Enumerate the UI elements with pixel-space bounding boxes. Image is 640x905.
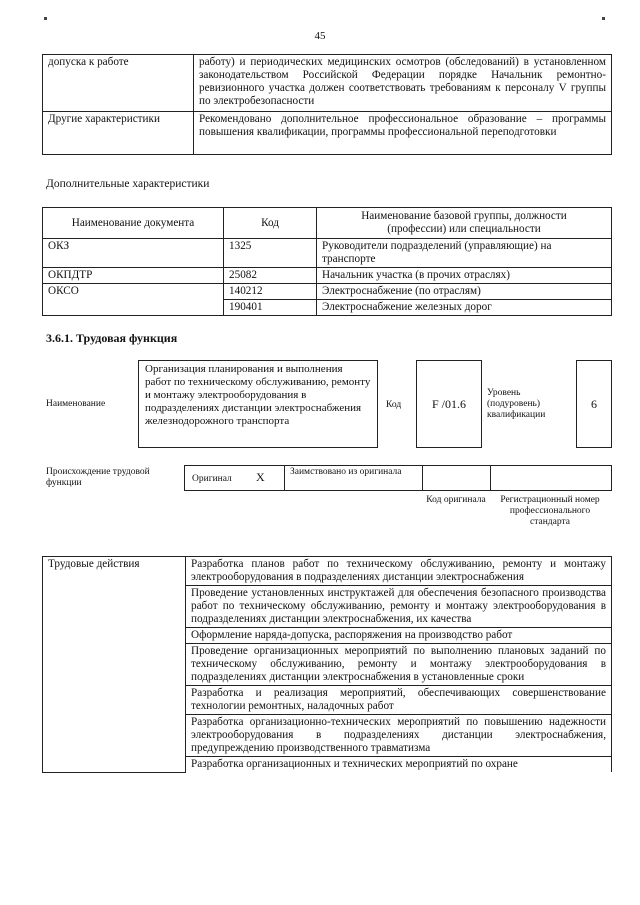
actions-label: Трудовые действия	[43, 557, 186, 773]
name-cell: Электроснабжение железных дорог	[317, 300, 612, 316]
doc-cell: ОКЗ	[43, 239, 224, 268]
table-row	[43, 284, 612, 300]
table-row	[43, 557, 612, 586]
table-row	[43, 239, 612, 268]
origin-label: Происхождение трудовой функции	[46, 467, 150, 488]
code-cell: 190401	[224, 300, 317, 316]
action-item: Разработка и реализация мероприятий, обеспечивающих совершенствование технологии ремонтных, наладочных работ	[186, 686, 612, 715]
action-item: Разработка планов работ по техническому обслуживанию, ремонту и монтажу электрооборудования в подразделениях дистанции электроснабжения	[186, 557, 612, 586]
divider	[490, 465, 491, 491]
level-box	[576, 360, 612, 448]
table-row	[43, 300, 612, 316]
original-label: Оригинал	[192, 474, 232, 484]
row-value: Рекомендовано дополнительное профессиональное образование – программы повышения квалификации, программы профессиональной переподготовки	[194, 112, 612, 155]
table-header-row	[43, 208, 612, 239]
additional-heading: Дополнительные характеристики	[46, 178, 210, 190]
table-row	[43, 112, 612, 155]
borrowed-label: Заимствовано из оригинала	[290, 467, 402, 477]
page-number: 45	[314, 30, 326, 42]
action-item: Проведение установленных инструктажей для обеспечения безопасного производства работ по техническому обслуживанию, ремонту и монтажу электрооборудования в подразделениях дистанции электроснабжения, их качества	[186, 586, 612, 628]
code-box	[416, 360, 482, 448]
column-header: Код	[224, 208, 317, 239]
name-cell: Электроснабжение (по отраслям)	[317, 284, 612, 300]
name-cell: Руководители подразделений (управляющие) на транспорте	[317, 239, 612, 268]
scan-corner-mark	[44, 17, 47, 20]
scan-corner-mark	[602, 17, 605, 20]
action-item: Оформление наряда-допуска, распоряжения на производство работ	[186, 628, 612, 644]
action-item: Проведение организационных мероприятий по выполнению плановых заданий по техническому обслуживанию, ремонту и монтажу электрооборудования в подразделениях дистанции электроснабжения в установленные сроки	[186, 644, 612, 686]
column-header: Наименование документа	[43, 208, 224, 239]
labor-actions-table	[42, 556, 612, 773]
action-item: Разработка организационно-технических мероприятий по повышению надежности электрооборудования в подразделениях дистанции электроснабжения, предупреждению производственного травматизма	[186, 715, 612, 757]
code-cell: 1325	[224, 239, 317, 268]
code-cell: 25082	[224, 268, 317, 284]
action-item: Разработка организационных и технических мероприятий по охране	[186, 757, 612, 773]
function-name: Организация планирования и выполнения работ по техническому обслуживанию, ремонту и монтажу электрооборудования в подразделениях дистанции электроснабжения железнодорожного транспорта	[145, 363, 371, 427]
divider	[422, 465, 423, 491]
code-label: Код	[386, 400, 402, 410]
additional-table	[42, 207, 612, 316]
name-cell: Начальник участка (в прочих отраслях)	[317, 268, 612, 284]
table-row	[43, 268, 612, 284]
doc-cell	[43, 300, 224, 316]
divider	[284, 465, 285, 491]
function-name-box	[138, 360, 378, 448]
row-value: работу) и периодических медицинских осмотров (обследований) в установленном законодательством Российской Федерации порядке Начальник ремонтно-ревизионного участка должен соответствовать требованиям к персоналу V группы по электробезопасности	[194, 55, 612, 112]
row-label: Другие характеристики	[43, 112, 194, 155]
function-code: F /01.6	[431, 396, 466, 411]
original-mark: X	[256, 470, 265, 484]
requirements-table	[42, 54, 612, 155]
level-value: 6	[591, 396, 597, 411]
row-label: допуска к работе	[43, 55, 194, 112]
section-title: 3.6.1. Трудовая функция	[46, 331, 178, 345]
reg-number-caption: Регистрационный номер профессионального стандарта	[500, 495, 600, 527]
level-label: Уровень (подуровень) квалификации	[487, 388, 546, 420]
doc-cell: ОКПДТР	[43, 268, 224, 284]
name-label: Наименование	[46, 399, 106, 409]
column-header: Наименование базовой группы, должности (профессии) или специальности	[317, 208, 612, 239]
origin-code-caption: Код оригинала	[426, 495, 486, 505]
doc-cell: ОКСО	[43, 284, 224, 300]
table-row	[43, 55, 612, 112]
code-cell: 140212	[224, 284, 317, 300]
